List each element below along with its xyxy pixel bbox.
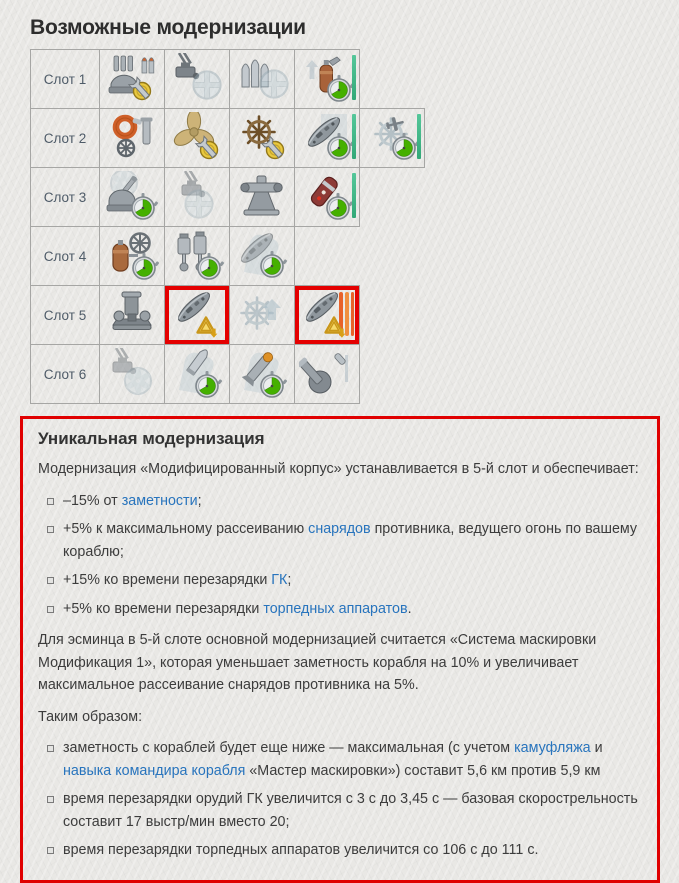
- upgrade-cell[interactable]: [165, 109, 230, 168]
- upgrade-cell[interactable]: [165, 227, 230, 286]
- slot-row: [31, 227, 425, 286]
- wiki-link[interactable]: заметности: [121, 492, 198, 509]
- unique-box-title: Уникальная модернизация: [38, 429, 265, 448]
- effect-item: [44, 518, 643, 563]
- upgrade-cell[interactable]: [100, 345, 165, 404]
- text-segment: .: [407, 600, 412, 617]
- upgrade-cell[interactable]: [100, 227, 165, 286]
- reload-clock-overlay: [393, 133, 419, 159]
- ammunition-shells-ghost-wheel-icon: [234, 53, 290, 103]
- slot-label: Слот 6: [31, 345, 100, 404]
- upgrade-cell[interactable]: [360, 109, 425, 168]
- page-title: Возможные модернизации: [30, 16, 306, 39]
- steering-wheel-wrench-icon: [234, 112, 290, 162]
- effect-item: [44, 598, 643, 621]
- text-segment: ;: [197, 492, 202, 509]
- mounted-indicator-bar: [352, 173, 356, 218]
- slot-row: [31, 50, 425, 109]
- text-segment: заметность с кораблей будет еще ниже — максимальная (с учетом: [63, 740, 515, 756]
- effect-item: [44, 569, 643, 592]
- hull-clock-icon: [299, 112, 355, 162]
- upgrade-cell[interactable]: [100, 50, 165, 109]
- slot-label: Слот 2: [31, 109, 100, 168]
- slot-label: Слот 5: [31, 286, 100, 345]
- upgrade-cell-highlighted[interactable]: [165, 286, 230, 345]
- result-item: [44, 839, 643, 862]
- warning-triangle-overlay: [198, 318, 218, 338]
- text-segment: +5% ко времени перезарядки: [63, 600, 264, 617]
- wiki-link[interactable]: ГК: [271, 572, 288, 588]
- wiki-link[interactable]: торпедных аппаратов: [263, 600, 408, 617]
- slot-label: Слот 1: [31, 50, 100, 109]
- mounted-indicator-bar: [417, 114, 421, 159]
- text-segment: +15% ко времени перезарядки: [63, 572, 272, 588]
- upgrade-cell[interactable]: [230, 345, 295, 404]
- upgrade-slots-table: [30, 49, 425, 404]
- text-segment: и: [590, 740, 603, 756]
- upgrade-cell[interactable]: [295, 109, 360, 168]
- depth-charge-thrower-icon: [299, 348, 355, 398]
- slot-label: Слот 3: [31, 168, 100, 227]
- thus-label: Таким образом:: [38, 708, 143, 725]
- slot-row: [31, 168, 425, 227]
- text-segment: ;: [287, 572, 292, 588]
- mounted-indicator-bar: [352, 55, 356, 100]
- propeller-wrench-icon: [169, 112, 225, 162]
- result-item: [44, 788, 643, 833]
- helm-plane-clock-faded-icon: [364, 112, 420, 162]
- torpedo-clock-faded-icon: [234, 348, 290, 398]
- upgrade-cell[interactable]: [295, 50, 360, 109]
- upgrade-cell[interactable]: [295, 168, 360, 227]
- wiki-link[interactable]: камуфляжа: [514, 740, 591, 756]
- text-segment: «Мастер маскировки») составит 5,6 км против 5,9 км: [245, 762, 601, 779]
- text-segment: время перезарядки торпедных аппаратов увеличится со 106 с до 111 с.: [63, 842, 539, 858]
- result-item: [44, 737, 643, 782]
- upgrade-cell[interactable]: [165, 168, 230, 227]
- main-battery-guns-icon: [104, 53, 160, 103]
- unique-box-intro: Модернизация «Модифицированный корпус» устанавливается в 5-й слот и обеспечивает:: [38, 461, 639, 477]
- rangefinder-mount-icon: [234, 171, 290, 221]
- upgrade-cell[interactable]: [100, 109, 165, 168]
- aa-guns-ghost-wheel-icon: [169, 53, 225, 103]
- wiki-link[interactable]: снарядов: [308, 521, 371, 537]
- text-segment: +5% к максимальному рассеиванию: [63, 521, 309, 537]
- hull-warning-stripes-icon: [299, 289, 355, 339]
- upgrade-cell[interactable]: [295, 345, 360, 404]
- slot-row: [31, 109, 425, 168]
- results-list: [38, 737, 643, 862]
- upgrade-cell[interactable]: [230, 286, 295, 345]
- engine-pistons-clock-icon: [169, 230, 225, 280]
- upgrade-cell-highlighted[interactable]: [295, 286, 360, 345]
- text-segment: противника, ведущего огонь по вашему кораблю;: [63, 521, 638, 560]
- reload-clock-overlay: [327, 193, 353, 219]
- slot-row: [31, 345, 425, 404]
- hull-clock-faded-icon: [234, 230, 290, 280]
- upgrade-cell[interactable]: [230, 227, 295, 286]
- wiki-link[interactable]: навыка командира корабля: [63, 762, 246, 779]
- damage-control-hose-valve-icon: [104, 112, 160, 162]
- hull-warning-triangle-icon: [169, 289, 225, 339]
- upgrade-cell[interactable]: [230, 168, 295, 227]
- gun-turret-clock-icon: [104, 171, 160, 221]
- upgrade-cell[interactable]: [100, 286, 165, 345]
- smoke-canister-clock-icon: [299, 171, 355, 221]
- effects-list: [38, 490, 643, 621]
- upgrade-cell[interactable]: [230, 109, 295, 168]
- reload-clock-overlay: [132, 193, 158, 219]
- wiki-page: [0, 15, 679, 858]
- air-tank-valve-clock-icon: [104, 230, 160, 280]
- damage-control-extinguisher-clock-icon: [299, 53, 355, 103]
- upgrade-cell[interactable]: [165, 345, 230, 404]
- unique-modernization-box: [20, 416, 660, 883]
- text-segment: время перезарядки орудий ГК увеличится с 3 с до 3,45 с — базовая скорострельность составит 17 выстр/мин вместо 20;: [63, 791, 638, 830]
- aa-gun-ghost-wheel-faded-icon: [169, 171, 225, 221]
- effect-item: [44, 490, 643, 513]
- upgrade-cell[interactable]: [230, 50, 295, 109]
- steering-gear-machine-icon: [104, 289, 160, 339]
- helm-up-arrow-faded-icon: [234, 289, 290, 339]
- text-segment: –15% от: [63, 492, 122, 509]
- shell-clock-faded-icon: [169, 348, 225, 398]
- upgrade-cell[interactable]: [165, 50, 230, 109]
- upgrade-cell[interactable]: [100, 168, 165, 227]
- destroyer-note: Для эсминца в 5-й слоте основной модернизацией считается «Система маскировки Модификация 1», которая уменьшает заметность корабля на 10% и увеличивает максимальное рассеивание снарядов противника на 5%.: [38, 632, 597, 693]
- slot-label: Слот 4: [31, 227, 100, 286]
- aa-gun-fan-wheel-faded-icon: [104, 348, 160, 398]
- slot-row: [31, 286, 425, 345]
- mounted-indicator-bar: [352, 114, 356, 159]
